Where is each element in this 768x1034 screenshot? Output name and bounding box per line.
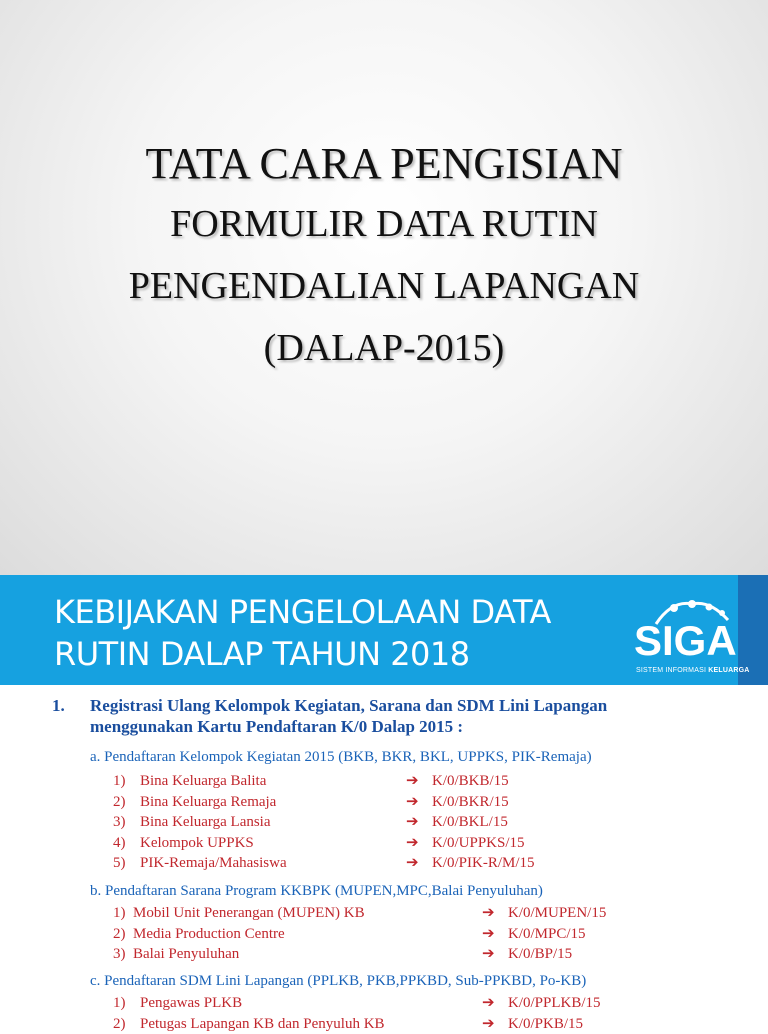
- arrow-icon: ➔: [406, 834, 419, 851]
- section-a-title: a. Pendaftaran Kelompok Kegiatan 2015 (BKB, BKR, BKL, UPPKS, PIK-Remaja): [90, 749, 592, 765]
- list-item-label: Kelompok UPPKS: [140, 834, 254, 851]
- heading-number: 1.: [52, 696, 65, 715]
- arrow-icon: ➔: [406, 793, 419, 810]
- list-item-code: K/0/MUPEN/15: [508, 905, 607, 921]
- list-item-code: K/0/PIK-R/M/15: [432, 855, 535, 871]
- list-item: [113, 833, 713, 853]
- list-item: [113, 771, 713, 791]
- list-item-code: K/0/UPPKS/15: [432, 834, 525, 851]
- banner-title-line-2: RUTIN DALAP TAHUN 2018: [54, 635, 470, 673]
- banner-title-line-1: KEBIJAKAN PENGELOLAAN DATA: [54, 593, 551, 631]
- list-item: [113, 853, 713, 873]
- list-item-label: PIK-Remaja/Mahasiswa: [140, 855, 287, 871]
- list-item-number: 1): [113, 995, 126, 1011]
- slide-content: [0, 685, 768, 1032]
- arrow-icon: ➔: [482, 905, 495, 921]
- list-item-label: Media Production Centre: [133, 925, 285, 942]
- section-c-title: c. Pendaftaran SDM Lini Lapangan (PPLKB, PKB,PPKBD, Sub-PPKBD, Po-KB): [90, 973, 587, 989]
- list-item-number: 3): [113, 946, 126, 962]
- list-item: [113, 924, 713, 944]
- list-item-label: Mobil Unit Penerangan (MUPEN) KB: [133, 905, 365, 921]
- list-item-number: 1): [113, 773, 126, 789]
- list-item-number: 2): [113, 1015, 126, 1032]
- list-item-code: K/0/BP/15: [508, 946, 573, 962]
- list-item: [113, 993, 713, 1013]
- list-item: [113, 903, 713, 923]
- logo-subtitle-prefix: SISTEM INFORMASI: [636, 667, 709, 674]
- logo-brand-text: SIGA: [634, 617, 737, 664]
- slide-title: [0, 135, 768, 379]
- list-item: [113, 812, 713, 832]
- section-b-title: b. Pendaftaran Sarana Program KKBPK (MUPEN,MPC,Balai Penyuluhan): [90, 883, 543, 899]
- list-item: [113, 944, 713, 964]
- list-item-label: Balai Penyuluhan: [133, 946, 240, 962]
- logo-subtitle: [636, 667, 750, 674]
- list-item-code: K/0/BKL/15: [432, 814, 508, 830]
- logo-subtitle-bold: KELUARGA: [708, 667, 750, 674]
- list-item-code: K/0/BKR/15: [432, 793, 509, 810]
- title-line-3: PENGENDALIAN LAPANGAN: [128, 265, 640, 307]
- list-item-label: Petugas Lapangan KB dan Penyuluh KB: [140, 1015, 385, 1032]
- banner-title: [54, 591, 551, 675]
- list-item-code: K/0/PPLKB/15: [508, 995, 601, 1011]
- list-item-number: 3): [113, 814, 126, 830]
- arrow-icon: ➔: [406, 773, 419, 789]
- list-item: [113, 792, 713, 812]
- arrow-icon: ➔: [482, 946, 495, 962]
- arrow-icon: ➔: [406, 855, 419, 871]
- list-item-number: 5): [113, 855, 126, 871]
- title-line-2: FORMULIR DATA RUTIN: [170, 203, 598, 245]
- list-item-number: 2): [113, 793, 126, 810]
- arrow-icon: ➔: [482, 925, 495, 942]
- siga-logo: [634, 598, 750, 680]
- list-item-label: Pengawas PLKB: [140, 995, 243, 1011]
- arrow-icon: ➔: [406, 814, 419, 830]
- list-item-label: Bina Keluarga Lansia: [140, 814, 271, 830]
- list-item-number: 2): [113, 925, 126, 942]
- list-item-number: 1): [113, 905, 126, 921]
- list-item-number: 4): [113, 834, 126, 851]
- list-item-code: K/0/MPC/15: [508, 925, 586, 942]
- title-line-1: TATA CARA PENGISIAN: [145, 139, 623, 188]
- title-line-4: (DALAP-2015): [263, 327, 505, 369]
- list-item-label: Bina Keluarga Remaja: [140, 793, 277, 810]
- list-item-label: Bina Keluarga Balita: [140, 773, 267, 789]
- arrow-icon: ➔: [482, 1015, 495, 1032]
- heading-text: Registrasi Ulang Kelompok Kegiatan, Sarana dan SDM Lini Lapangan menggunakan Kartu Pendaftaran K/0 Dalap 2015 :: [90, 696, 608, 736]
- list-item-code: K/0/PKB/15: [508, 1015, 584, 1032]
- arrow-icon: ➔: [482, 995, 495, 1011]
- list-item-code: K/0/BKB/15: [432, 773, 509, 789]
